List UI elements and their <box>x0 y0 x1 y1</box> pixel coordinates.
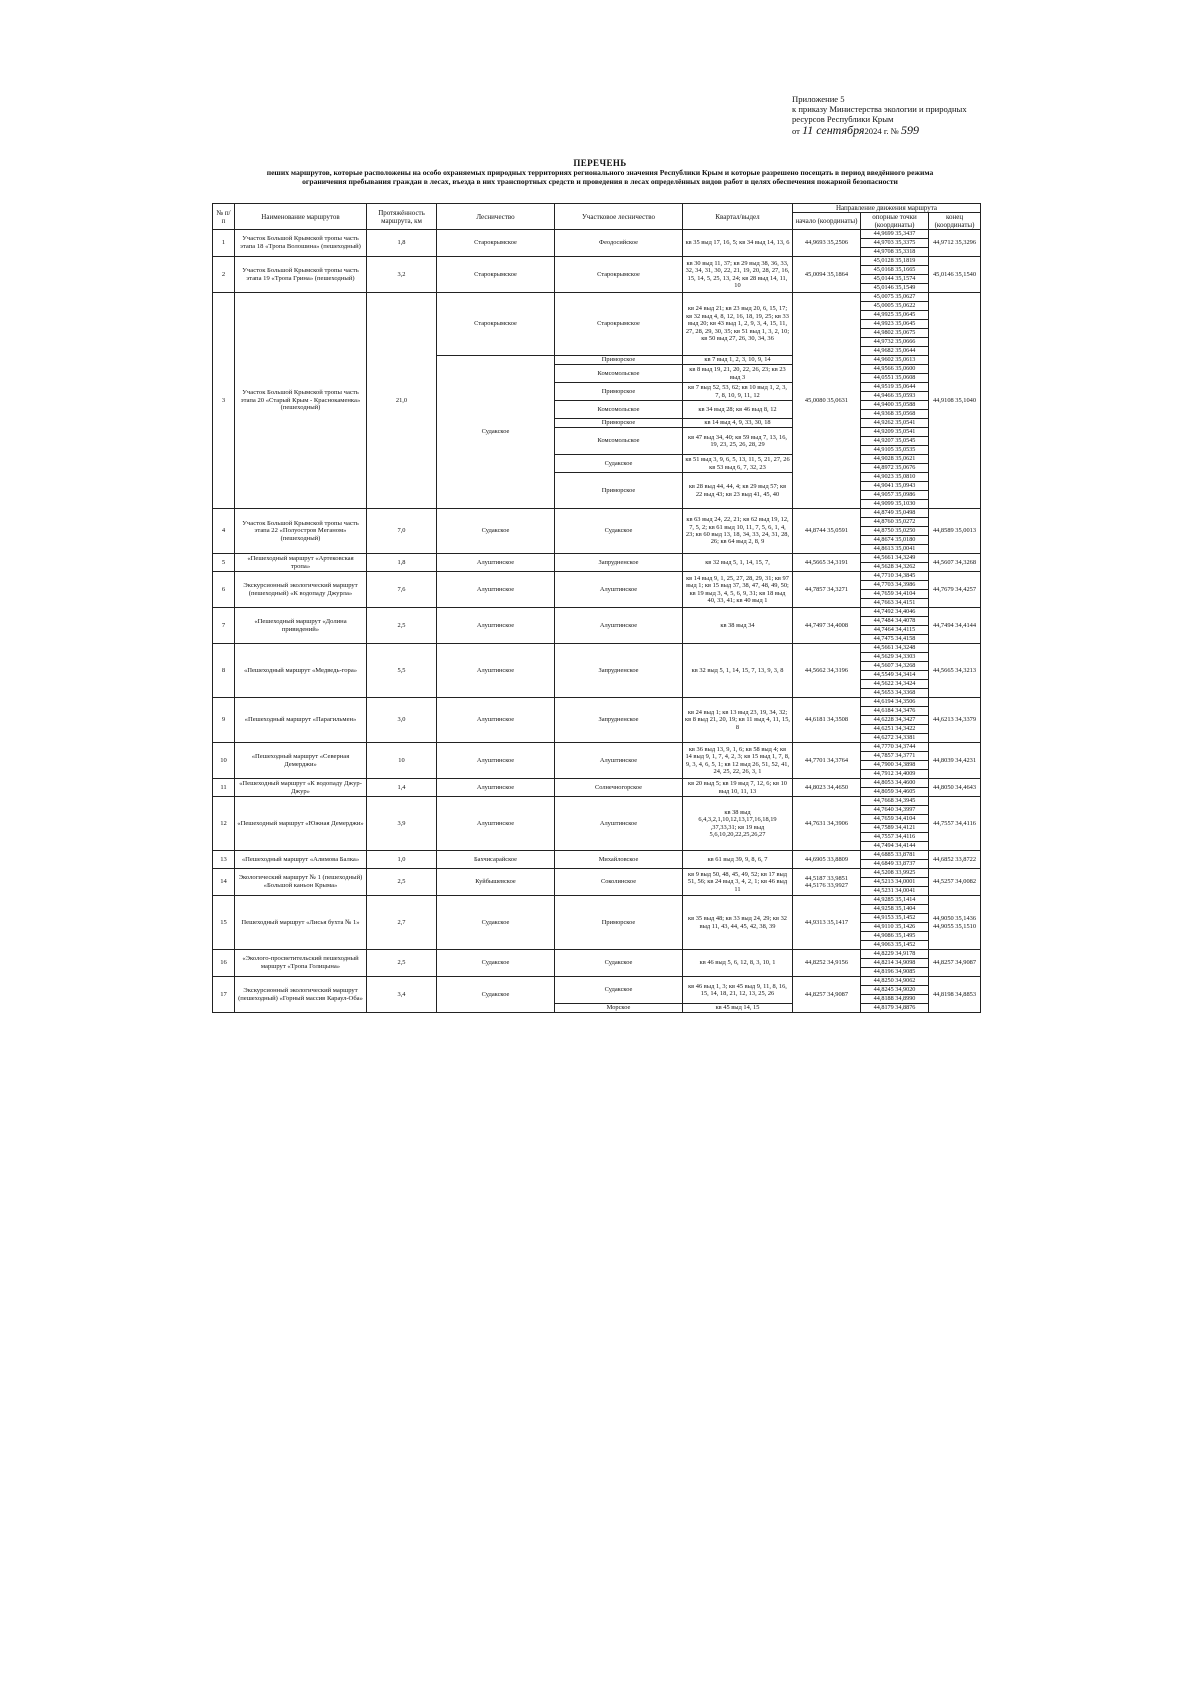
table-row <box>213 896 981 905</box>
waypoint-coordinates: 44,8188 34,8990 <box>861 995 929 1004</box>
route-name: «Пешеходный маршрут «Медведь-гора» <box>235 644 367 698</box>
district-cell: Феодосийское <box>555 230 683 257</box>
quarters-cell: кв 36 выд 13, 9, 1, 6; кв 58 выд 4; кв 14 выд 9, 1, 7, 4, 2, 3; кв 15 выд 1, 7, 8, 9, 3, 4, 6, 5, 1; кв 12 выд 26, 51, 52, 41, 24, 25, 22, 26, 3, 1 <box>683 743 793 779</box>
forestry-cell: Алуштинское <box>437 698 555 743</box>
waypoint-coordinates: 44,9099 35,1030 <box>861 500 929 509</box>
waypoint-coordinates: 45,0146 35,1549 <box>861 284 929 293</box>
waypoint-coordinates: 44,8674 35,0180 <box>861 536 929 545</box>
waypoint-coordinates: 44,6251 34,3422 <box>861 725 929 734</box>
waypoint-coordinates: 44,7668 34,3945 <box>861 797 929 806</box>
route-name: «Пешеходный маршрут «Долина привидений» <box>235 608 367 644</box>
forestry-cell: Алуштинское <box>437 554 555 572</box>
district-cell: Алуштинское <box>555 797 683 851</box>
waypoint-coordinates: 44,9285 35,1414 <box>861 896 929 905</box>
quarters-cell: кв 20 выд 5; кв 19 выд 7, 12, 6; кв 10 выд 10, 11, 13 <box>683 779 793 797</box>
waypoint-coordinates: 44,5622 34,3424 <box>861 680 929 689</box>
waypoint-coordinates: 44,7900 34,3898 <box>861 761 929 770</box>
quarters-cell: кв 63 выд 24, 22, 21; кв 62 выд 19, 12, 7, 5, 2; кв 61 выд 10, 11, 7, 5, 6, 1, 4, 23; кв 60 выд 13, 18, 34, 33, 24, 31, 28, 26; кв 64 выд 2, 8, 9 <box>683 509 793 554</box>
col-direction: Направление движения маршрута <box>793 204 981 213</box>
end-coordinates: 44,7557 34,4116 <box>929 797 981 851</box>
start-coordinates: 44,5665 34,3191 <box>793 554 861 572</box>
route-length: 3,9 <box>367 797 437 851</box>
forestry-cell: Старокрымское <box>437 230 555 257</box>
waypoint-coordinates: 44,7494 34,4144 <box>861 842 929 851</box>
appendix-header <box>792 94 1052 136</box>
waypoint-coordinates: 44,5549 34,3414 <box>861 671 929 680</box>
district-cell: Соколинское <box>555 869 683 896</box>
start-coordinates: 45,0094 35,1864 <box>793 257 861 293</box>
col-start: начало (координаты) <box>793 213 861 230</box>
forestry-cell: Куйбышевское <box>437 869 555 896</box>
quarters-cell: кв 7 выд 52, 53, 62; кв 10 выд 1, 2, 3, 7, 8, 10, 9, 11, 12 <box>683 383 793 401</box>
table-row <box>213 977 981 986</box>
waypoint-coordinates: 44,8245 34,9020 <box>861 986 929 995</box>
table-row <box>213 698 981 707</box>
route-name: Экологический маршрут № 1 (пешеходный) «Большой каньон Крыма» <box>235 869 367 896</box>
col-no: № п/п <box>213 204 235 230</box>
forestry-cell: Судакское <box>437 977 555 1013</box>
start-coordinates: 45,0080 35,0631 <box>793 293 861 509</box>
district-cell: Приморское <box>555 383 683 401</box>
routes-table <box>212 203 981 1013</box>
district-cell: Комсомольское <box>555 428 683 455</box>
route-length: 1,0 <box>367 851 437 869</box>
route-name: Участок Большой Крымской тропы часть этапа 18 «Тропа Волошина» (пешеходный) <box>235 230 367 257</box>
quarters-cell: кв 46 выд 5, 6, 12, 8, 3, 10, 1 <box>683 950 793 977</box>
route-number: 15 <box>213 896 235 950</box>
waypoint-coordinates: 44,9262 35,0541 <box>861 419 929 428</box>
route-number: 5 <box>213 554 235 572</box>
waypoint-coordinates: 45,0075 35,0627 <box>861 293 929 302</box>
waypoint-coordinates: 44,6272 34,3381 <box>861 734 929 743</box>
waypoint-coordinates: 44,9566 35,0600 <box>861 365 929 374</box>
route-number: 10 <box>213 743 235 779</box>
route-length: 7,6 <box>367 572 437 608</box>
route-number: 1 <box>213 230 235 257</box>
quarters-cell: кв 32 выд 5, 1, 14, 15, 7, <box>683 554 793 572</box>
forestry-cell: Алуштинское <box>437 743 555 779</box>
quarters-cell: кв 35 выд 17, 16, 5; кв 34 выд 14, 13, 6 <box>683 230 793 257</box>
waypoint-coordinates: 44,8750 35,0250 <box>861 527 929 536</box>
end-coordinates: 44,7494 34,4144 <box>929 608 981 644</box>
order-date-line: от 11 сентября2024 г. № 599 <box>792 122 920 137</box>
route-length: 5,5 <box>367 644 437 698</box>
waypoint-coordinates: 44,8972 35,0676 <box>861 464 929 473</box>
district-cell: Комсомольское <box>555 401 683 419</box>
start-coordinates: 44,6181 34,3508 <box>793 698 861 743</box>
waypoint-coordinates: 44,9209 35,0541 <box>861 428 929 437</box>
waypoint-coordinates: 45,0168 35,1665 <box>861 266 929 275</box>
start-coordinates: 44,8257 34,9087 <box>793 977 861 1013</box>
route-length: 7,0 <box>367 509 437 554</box>
route-name: «Эколого-просветительский пешеходный маршрут «Тропа Голицына» <box>235 950 367 977</box>
district-cell: Алуштинское <box>555 743 683 779</box>
end-coordinates: 44,7679 34,4257 <box>929 572 981 608</box>
district-cell: Судакское <box>555 455 683 473</box>
waypoint-coordinates: 44,9258 35,1404 <box>861 905 929 914</box>
district-cell: Приморское <box>555 896 683 950</box>
table-row <box>213 851 981 860</box>
col-points: опорные точки (координаты) <box>861 213 929 230</box>
district-cell: Судакское <box>555 977 683 1004</box>
waypoint-coordinates: 44,7557 34,4116 <box>861 833 929 842</box>
waypoint-coordinates: 44,5208 33,9925 <box>861 869 929 878</box>
end-coordinates: 44,8589 35,0013 <box>929 509 981 554</box>
quarters-cell: кв 24 выд 21; кв 23 выд 20, 6, 15, 17; кв 32 выд 4, 8, 12, 16, 18, 19, 25; кв 33 выд 20; кв 43 выд 1, 2, 9, 3, 4, 15, 11, 27, 28, 29, 30, 35; кв 51 выд 1, 3, 2, 10; кв 50 выд 27, 26, 30, 34, 36 <box>683 293 793 356</box>
forestry-cell: Алуштинское <box>437 572 555 608</box>
waypoint-coordinates: 44,9400 35,0588 <box>861 401 929 410</box>
route-number: 13 <box>213 851 235 869</box>
quarters-cell: кв 32 выд 5, 1, 14, 15, 7, 13, 9, 3, 8 <box>683 644 793 698</box>
quarters-cell: кв 34 выд 28; кв 46 выд 8, 12 <box>683 401 793 419</box>
route-name: Участок Большой Крымской тропы часть этапа 19 «Тропа Грина» (пешеходный) <box>235 257 367 293</box>
district-cell: Запрудненское <box>555 644 683 698</box>
waypoint-coordinates: 44,9703 35,3375 <box>861 239 929 248</box>
quarters-cell: кв 14 выд 9, 1, 25, 27, 28, 29, 31; кв 97 выд 1; кв 15 выд 37, 38, 47, 48, 49, 50; кв 19 выд 3, 4, 5, 6, 9, 31; кв 18 выд 40, 33, 41; кв 40 выд 1 <box>683 572 793 608</box>
district-cell: Приморское <box>555 473 683 509</box>
end-coordinates: 44,5257 34,0082 <box>929 869 981 896</box>
waypoint-coordinates: 45,0005 35,0622 <box>861 302 929 311</box>
route-length: 1,8 <box>367 230 437 257</box>
quarters-cell: кв 24 выд 1; кв 13 выд 23, 19, 34, 32; кв 8 выд 21, 20, 19; кв 11 выд 4, 11, 15, 8 <box>683 698 793 743</box>
waypoint-coordinates: 44,7912 34,4009 <box>861 770 929 779</box>
waypoint-coordinates: 44,7659 34,4104 <box>861 590 929 599</box>
col-name: Наименование маршрутов <box>235 204 367 230</box>
end-coordinates: 44,8257 34,9087 <box>929 950 981 977</box>
waypoint-coordinates: 44,8053 34,4600 <box>861 779 929 788</box>
waypoint-coordinates: 44,7589 34,4121 <box>861 824 929 833</box>
forestry-cell: Алуштинское <box>437 644 555 698</box>
waypoint-coordinates: 44,9105 35,0535 <box>861 446 929 455</box>
quarters-cell: кв 51 выд 3, 9, 6, 5, 13, 11, 5, 21, 27, 26 кв 53 выд 6, 7, 32, 23 <box>683 455 793 473</box>
waypoint-coordinates: 44,5231 34,0041 <box>861 887 929 896</box>
start-coordinates: 44,9313 35,1417 <box>793 896 861 950</box>
table-row <box>213 644 981 653</box>
end-coordinates: 45,0146 35,1540 <box>929 257 981 293</box>
quarters-cell: кв 35 выд 48; кв 33 выд 24, 29; кв 32 выд 11, 43, 44, 45, 42, 38, 39 <box>683 896 793 950</box>
document-subtitle: пеших маршрутов, которые расположены на особо охраняемых природных территориях регионального значения Республики Крым и которые разрешено посещать в период введённого режима ограничения пребывания граждан в лесах, въезда в них транспортных средств и проведения в лесах определённых видов работ в целях обеспечения пожарной безопасности <box>266 168 934 187</box>
end-coordinates: 44,9050 35,1436 44,9055 35,1510 <box>929 896 981 950</box>
end-coordinates: 44,8198 34,8853 <box>929 977 981 1013</box>
route-length: 3,2 <box>367 257 437 293</box>
quarters-cell: кв 30 выд 11, 37; кв 29 выд 38, 36, 33, 32, 34, 31, 30, 22, 21, 19, 20, 28, 27, 16, 15, 14, 5, 25, 13, 24; кв 28 выд 14, 11, 10 <box>683 257 793 293</box>
route-length: 2,5 <box>367 608 437 644</box>
route-number: 14 <box>213 869 235 896</box>
district-cell: Солнечногорское <box>555 779 683 797</box>
table-row <box>213 230 981 239</box>
waypoint-coordinates: 45,0128 35,1819 <box>861 257 929 266</box>
forestry-cell: Алуштинское <box>437 797 555 851</box>
start-coordinates: 44,8744 35,0591 <box>793 509 861 554</box>
route-length: 1,8 <box>367 554 437 572</box>
quarters-cell: кв 9 выд 50, 48, 45, 49, 52; кв 17 выд 51, 56; кв 24 выд 3, 4, 2, 1; кв 46 выд 11 <box>683 869 793 896</box>
handwritten-number: 599 <box>901 122 920 137</box>
table-row <box>213 572 981 581</box>
waypoint-coordinates: 44,7710 34,3845 <box>861 572 929 581</box>
route-name: «Пешеходный маршрут «К водопаду Джур-Джур» <box>235 779 367 797</box>
start-coordinates: 44,8023 34,4650 <box>793 779 861 797</box>
forestry-cell: Старокрымское <box>437 293 555 356</box>
route-length: 3,4 <box>367 977 437 1013</box>
route-number: 12 <box>213 797 235 851</box>
end-coordinates: 44,5607 34,3268 <box>929 554 981 572</box>
route-length: 3,0 <box>367 698 437 743</box>
waypoint-coordinates: 44,8760 35,0272 <box>861 518 929 527</box>
col-end: конец (координаты) <box>929 213 981 230</box>
district-cell: Приморское <box>555 419 683 428</box>
forestry-cell: Алуштинское <box>437 779 555 797</box>
col-quarters: Квартал/выдел <box>683 204 793 230</box>
route-name: «Пешеходный маршрут «Южная Демерджи» <box>235 797 367 851</box>
forestry-cell: Алуштинское <box>437 608 555 644</box>
route-number: 9 <box>213 698 235 743</box>
waypoint-coordinates: 44,8179 34,8876 <box>861 1004 929 1013</box>
route-length: 10 <box>367 743 437 779</box>
start-coordinates: 44,7857 34,3271 <box>793 572 861 608</box>
table-row <box>213 869 981 878</box>
waypoint-coordinates: 44,9466 35,0593 <box>861 392 929 401</box>
waypoint-coordinates: 44,8229 34,9178 <box>861 950 929 959</box>
waypoint-coordinates: 44,5629 34,3303 <box>861 653 929 662</box>
waypoint-coordinates: 45,0144 35,1574 <box>861 275 929 284</box>
route-length: 2,5 <box>367 950 437 977</box>
forestry-cell: Судакское <box>437 896 555 950</box>
waypoint-coordinates: 44,9602 35,0613 <box>861 356 929 365</box>
waypoint-coordinates: 44,5661 34,3248 <box>861 644 929 653</box>
end-coordinates: 44,9108 35,1040 <box>929 293 981 509</box>
route-number: 3 <box>213 293 235 509</box>
waypoint-coordinates: 44,6184 34,3476 <box>861 707 929 716</box>
district-cell: Морское <box>555 1004 683 1013</box>
table-row <box>213 950 981 959</box>
waypoint-coordinates: 44,5628 34,3262 <box>861 563 929 572</box>
district-cell: Запрудненское <box>555 554 683 572</box>
waypoint-coordinates: 44,8214 34,9098 <box>861 959 929 968</box>
quarters-cell: кв 7 выд 1, 2, 3, 10, 9, 14 <box>683 356 793 365</box>
start-coordinates: 44,5187 33,9851 44,5176 33,9927 <box>793 869 861 896</box>
waypoint-coordinates: 44,7770 34,3744 <box>861 743 929 752</box>
order-reference: к приказу Министерства экологии и природных <box>792 104 967 115</box>
route-name: Экскурсионный экологический маршрут (пешеходный) «К водопаду Джурла» <box>235 572 367 608</box>
table-row <box>213 509 981 518</box>
forestry-cell: Судакское <box>437 509 555 554</box>
waypoint-coordinates: 44,6849 33,8737 <box>861 860 929 869</box>
waypoint-coordinates: 44,9925 35,0645 <box>861 311 929 320</box>
waypoint-coordinates: 44,7659 34,4104 <box>861 815 929 824</box>
waypoint-coordinates: 44,7475 34,4158 <box>861 635 929 644</box>
waypoint-coordinates: 44,9063 35,1452 <box>861 941 929 950</box>
quarters-cell: кв 47 выд 34, 40; кв 59 выд 7, 13, 16, 19, 23, 25, 26, 28, 29 <box>683 428 793 455</box>
appendix-number: Приложение 5 <box>792 94 845 104</box>
quarters-cell: кв 45 выд 14, 15 <box>683 1004 793 1013</box>
route-length: 2,5 <box>367 869 437 896</box>
waypoint-coordinates: 44,8613 35,0041 <box>861 545 929 554</box>
waypoint-coordinates: 44,9057 35,0986 <box>861 491 929 500</box>
forestry-cell: Судакское <box>437 356 555 509</box>
route-name: «Пешеходный маршрут «Парагильмен» <box>235 698 367 743</box>
start-coordinates: 44,7497 34,4008 <box>793 608 861 644</box>
waypoint-coordinates: 44,5607 34,3268 <box>861 662 929 671</box>
district-cell: Михайловское <box>555 851 683 869</box>
waypoint-coordinates: 44,7857 34,3771 <box>861 752 929 761</box>
table-row <box>213 797 981 806</box>
district-cell: Судакское <box>555 509 683 554</box>
waypoint-coordinates: 44,7663 34,4151 <box>861 599 929 608</box>
route-number: 17 <box>213 977 235 1013</box>
waypoint-coordinates: 44,9368 35,0568 <box>861 410 929 419</box>
district-cell: Судакское <box>555 950 683 977</box>
waypoint-coordinates: 44,5213 34,0001 <box>861 878 929 887</box>
route-length: 1,4 <box>367 779 437 797</box>
route-number: 16 <box>213 950 235 977</box>
route-name: Пешеходный маршрут «Лисья бухта № 1» <box>235 896 367 950</box>
waypoint-coordinates: 44,9023 35,0810 <box>861 473 929 482</box>
end-coordinates: 44,9712 35,3296 <box>929 230 981 257</box>
route-name: «Пешеходный маршрут «Артековская тропа» <box>235 554 367 572</box>
waypoint-coordinates: 44,8250 34,9062 <box>861 977 929 986</box>
district-cell: Приморское <box>555 356 683 365</box>
waypoint-coordinates: 44,7484 34,4078 <box>861 617 929 626</box>
col-district: Участковое лесничество <box>555 204 683 230</box>
waypoint-coordinates: 44,9732 35,0666 <box>861 338 929 347</box>
route-name: «Пешеходный маршрут «Северная Демерджи» <box>235 743 367 779</box>
district-cell: Старокрымское <box>555 257 683 293</box>
start-coordinates: 44,7631 34,3906 <box>793 797 861 851</box>
waypoint-coordinates: 44,9041 35,0943 <box>861 482 929 491</box>
routes-body <box>213 230 981 1013</box>
table-row <box>213 257 981 266</box>
waypoint-coordinates: 44,9086 35,1495 <box>861 932 929 941</box>
district-cell: Запрудненское <box>555 698 683 743</box>
route-number: 7 <box>213 608 235 644</box>
quarters-cell: кв 14 выд 4, 9, 33, 30, 18 <box>683 419 793 428</box>
col-length: Протяжённость маршрута, км <box>367 204 437 230</box>
route-name: Экскурсионный экологический маршрут (пешеходный) «Горный массив Караул-Оба» <box>235 977 367 1013</box>
start-coordinates: 44,8252 34,9156 <box>793 950 861 977</box>
route-number: 6 <box>213 572 235 608</box>
route-number: 4 <box>213 509 235 554</box>
waypoint-coordinates: 44,9207 35,0545 <box>861 437 929 446</box>
quarters-cell: кв 8 выд 19, 21, 20, 22, 26, 23; кв 23 выд 3 <box>683 365 793 383</box>
forestry-cell: Старокрымское <box>437 257 555 293</box>
table-row <box>213 743 981 752</box>
waypoint-coordinates: 44,9708 35,3318 <box>861 248 929 257</box>
start-coordinates: 44,9693 35,2506 <box>793 230 861 257</box>
end-coordinates: 44,5665 34,3213 <box>929 644 981 698</box>
quarters-cell: кв 61 выд 39, 9, 8, 6, 7 <box>683 851 793 869</box>
waypoint-coordinates: 44,9153 35,1452 <box>861 914 929 923</box>
waypoint-coordinates: 44,8749 35,0498 <box>861 509 929 518</box>
start-coordinates: 44,5662 34,3196 <box>793 644 861 698</box>
forestry-cell: Судакское <box>437 950 555 977</box>
end-coordinates: 44,6852 33,8722 <box>929 851 981 869</box>
waypoint-coordinates: 44,5653 34,3368 <box>861 689 929 698</box>
ministry-reference: ресурсов Республики Крым <box>792 114 894 125</box>
forestry-cell: Бахчисарайское <box>437 851 555 869</box>
start-coordinates: 44,6905 33,8809 <box>793 851 861 869</box>
end-coordinates: 44,8050 34,4643 <box>929 779 981 797</box>
waypoint-coordinates: 44,9028 35,0621 <box>861 455 929 464</box>
waypoint-coordinates: 44,9519 35,0644 <box>861 383 929 392</box>
district-cell: Алуштинское <box>555 572 683 608</box>
col-forestry: Лесничество <box>437 204 555 230</box>
waypoint-coordinates: 44,0551 35,0608 <box>861 374 929 383</box>
waypoint-coordinates: 44,9682 35,0644 <box>861 347 929 356</box>
waypoint-coordinates: 44,6228 34,3427 <box>861 716 929 725</box>
quarters-cell: кв 38 выд 34 <box>683 608 793 644</box>
waypoint-coordinates: 44,9699 35,3437 <box>861 230 929 239</box>
district-cell: Алуштинское <box>555 608 683 644</box>
table-row <box>213 554 981 563</box>
quarters-cell: кв 38 выд 6,4,3,2,1,10,12,13,17,16,18,19 ,37,33,31; кв 19 выд 5,6,10,20,22,25,26,27 <box>683 797 793 851</box>
end-coordinates: 44,8039 34,4231 <box>929 743 981 779</box>
route-name: Участок Большой Крымской тропы часть этапа 22 «Полуостров Меганом» (пешеходный) <box>235 509 367 554</box>
document-title: ПЕРЕЧЕНЬ <box>573 158 627 168</box>
district-cell: Старокрымское <box>555 293 683 356</box>
route-name: «Пешеходный маршрут «Алимова Балка» <box>235 851 367 869</box>
quarters-cell: кв 46 выд 1, 3; кв 45 выд 9, 11, 8, 16, 15, 14, 18, 21, 12, 13, 25, 26 <box>683 977 793 1004</box>
table-row <box>213 293 981 302</box>
waypoint-coordinates: 44,9110 35,1426 <box>861 923 929 932</box>
table-row <box>213 779 981 788</box>
district-cell: Комсомольское <box>555 365 683 383</box>
waypoint-coordinates: 44,6194 34,3506 <box>861 698 929 707</box>
waypoint-coordinates: 44,5661 34,3249 <box>861 554 929 563</box>
waypoint-coordinates: 44,6885 33,8781 <box>861 851 929 860</box>
quarters-cell: кв 28 выд 44, 44, 4; кв 29 выд 57; кв 22 выд 43; кв 23 выд 41, 45, 40 <box>683 473 793 509</box>
end-coordinates: 44,6213 34,3379 <box>929 698 981 743</box>
route-length: 21,0 <box>367 293 437 509</box>
table-row <box>213 608 981 617</box>
route-number: 11 <box>213 779 235 797</box>
route-number: 8 <box>213 644 235 698</box>
route-name: Участок Большой Крымской тропы часть этапа 20 «Старый Крым - Краснокаменка» (пешеходный) <box>235 293 367 509</box>
waypoint-coordinates: 44,9802 35,0675 <box>861 329 929 338</box>
route-length: 2,7 <box>367 896 437 950</box>
waypoint-coordinates: 44,7703 34,3986 <box>861 581 929 590</box>
start-coordinates: 44,7701 34,3764 <box>793 743 861 779</box>
waypoint-coordinates: 44,8196 34,9085 <box>861 968 929 977</box>
route-number: 2 <box>213 257 235 293</box>
waypoint-coordinates: 44,7492 34,4046 <box>861 608 929 617</box>
waypoint-coordinates: 44,7464 34,4115 <box>861 626 929 635</box>
waypoint-coordinates: 44,8059 34,4605 <box>861 788 929 797</box>
waypoint-coordinates: 44,9923 35,0645 <box>861 320 929 329</box>
waypoint-coordinates: 44,7640 34,3997 <box>861 806 929 815</box>
handwritten-date: 11 сентября <box>802 122 865 137</box>
